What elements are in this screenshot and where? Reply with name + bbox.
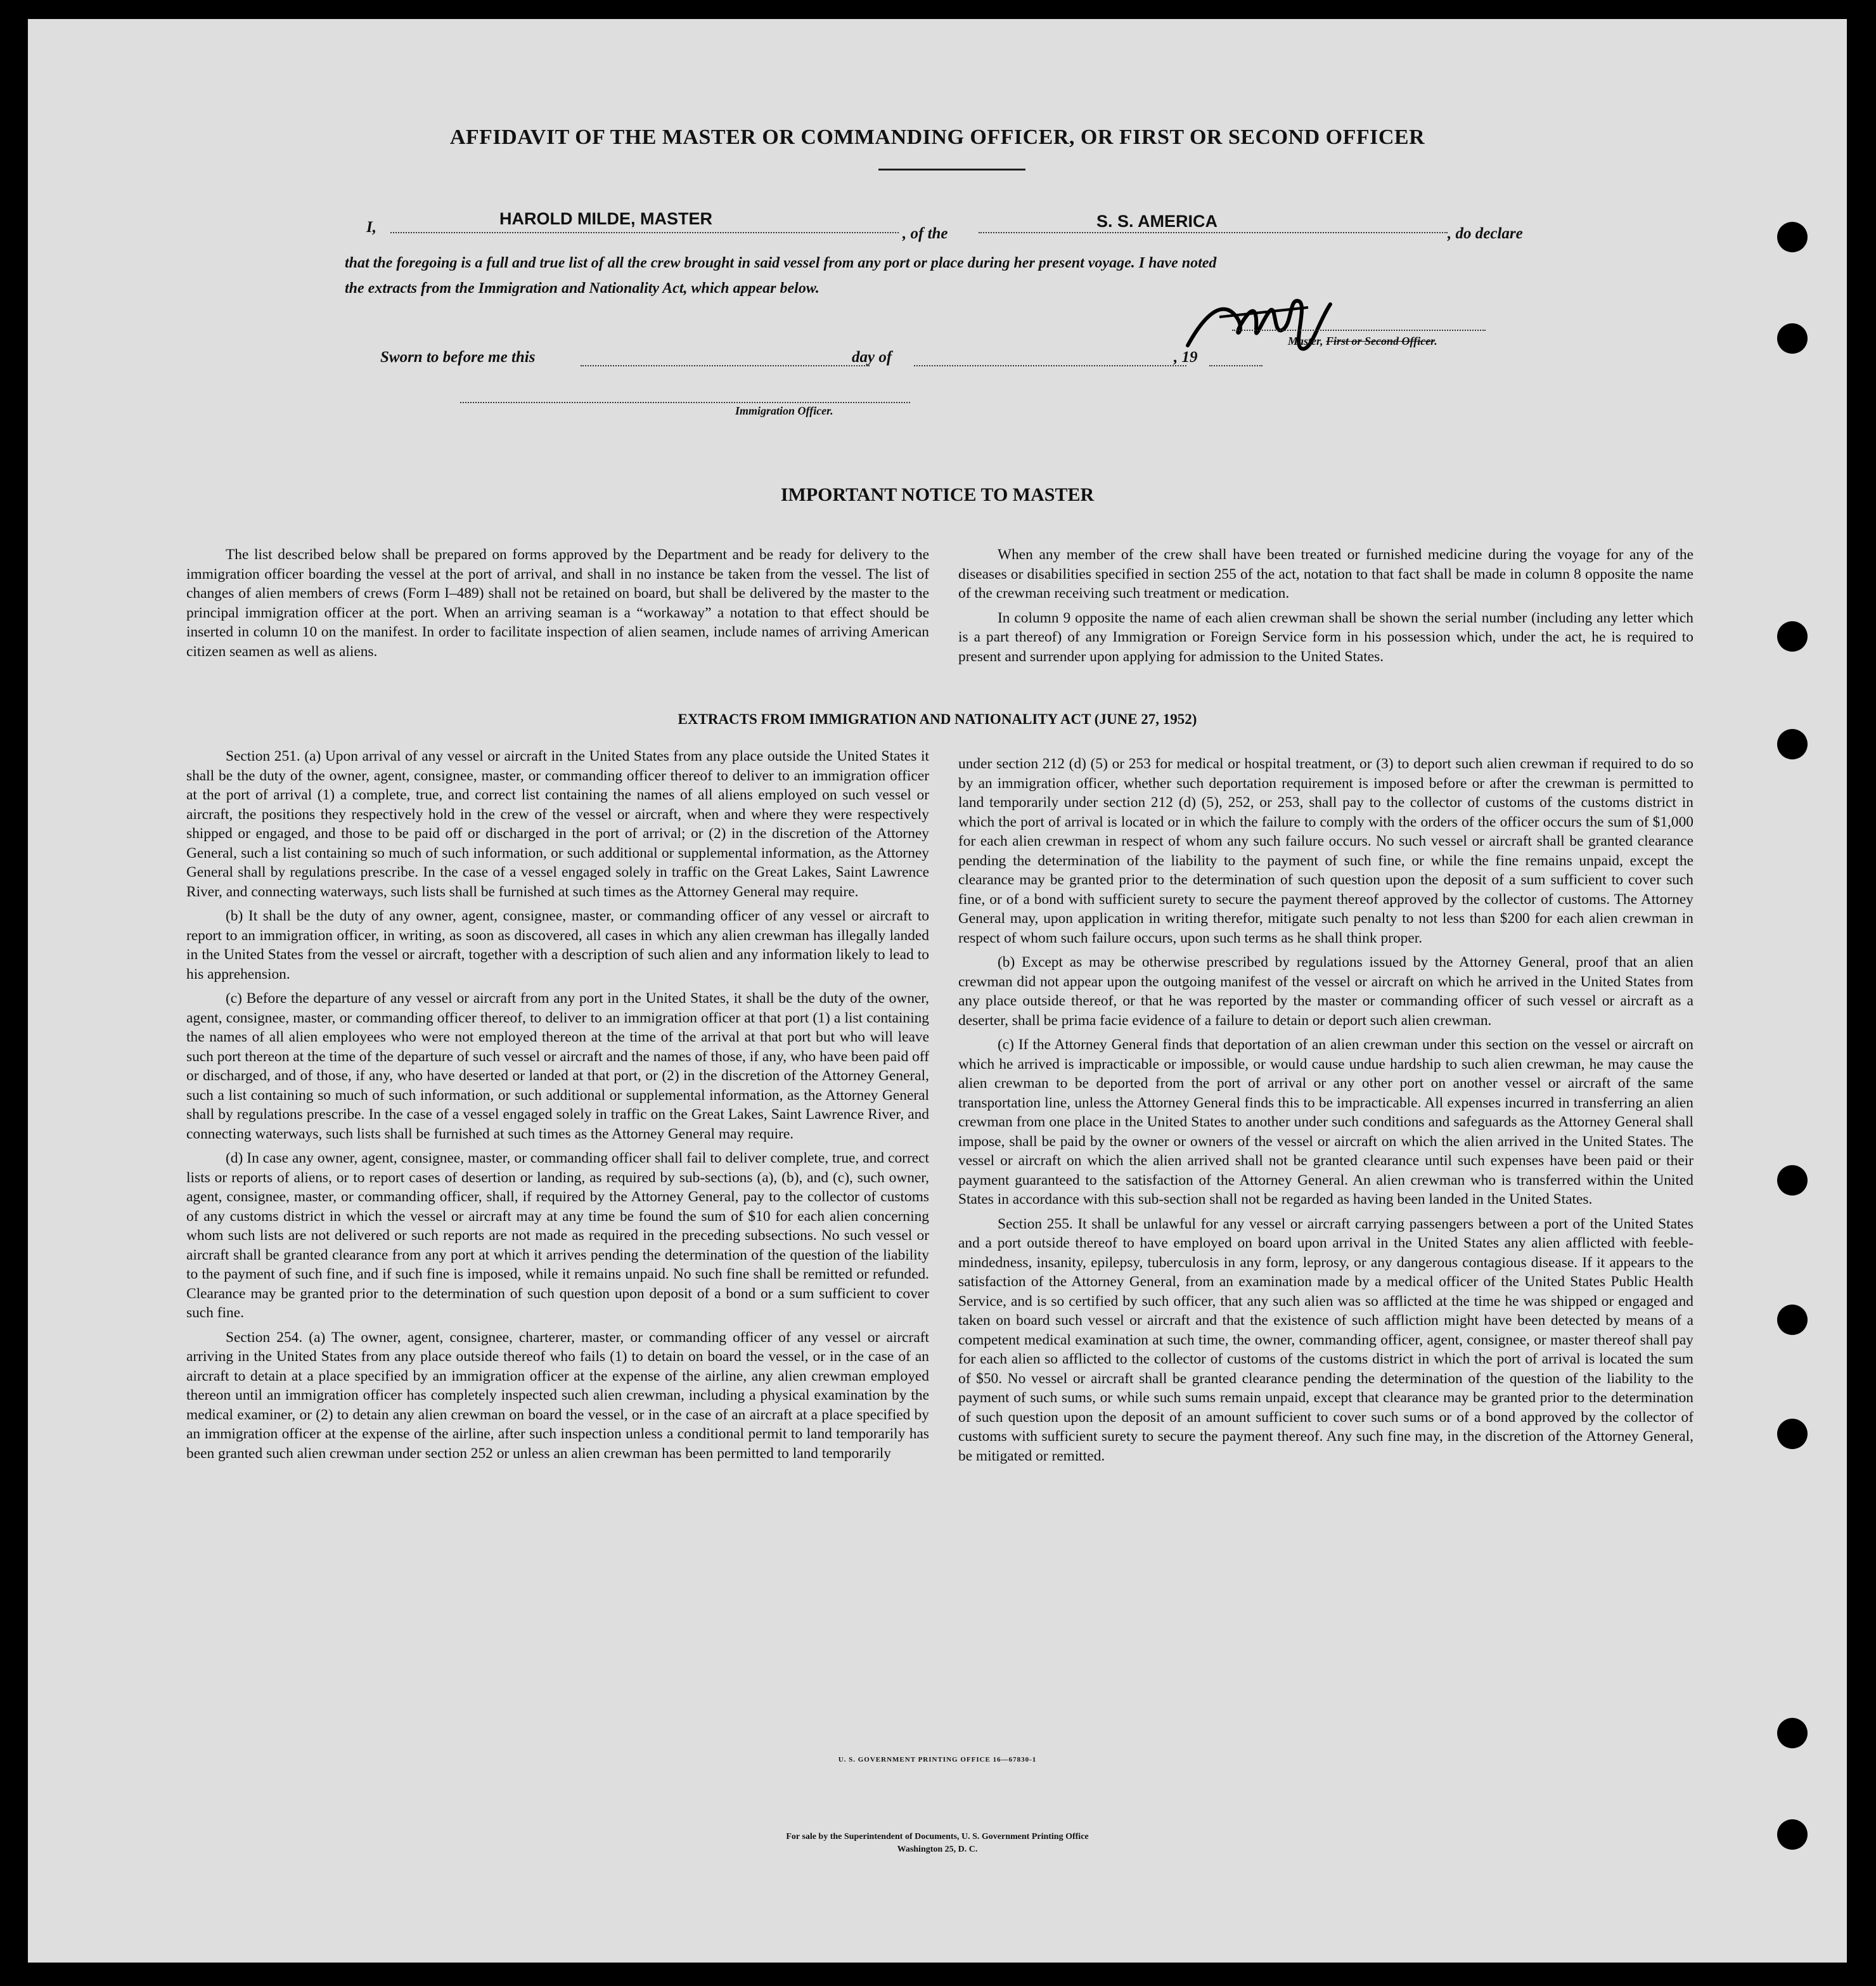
name-field-line (390, 232, 899, 233)
vessel-name: S. S. AMERICA (1096, 212, 1218, 231)
printer-line: U. S. GOVERNMENT PRINTING OFFICE 16—67830-1 (838, 1756, 1037, 1764)
master-name: HAROLD MILDE, MASTER (499, 209, 712, 228)
sworn-month-line (914, 365, 1186, 366)
title-rule (878, 169, 1025, 171)
binder-hole (1777, 1718, 1808, 1748)
section-251a: Section 251. (a) Upon arrival of any vessel or aircraft in the United States from any place outside the United States it shall be the duty of the owner, agent, consignee, master, or commanding officer thereof to deliver to an immigration officer at the port of arrival (1) a complete, true, and correct list containing the names of all aliens employed on such vessel or aircraft, the positions they respectively hold in the crew of the vessel or aircraft, when and where they were respectively shipped or engaged, and those to be paid off or discharged in the port of arrival; or (2) in the discretion of the Attorney General, such a list containing so much of such information, or such additional or supplemental information, as the Attorney General shall by regulations prescribe. In the case of a vessel engaged solely in traffic on the Great Lakes, Saint Lawrence River, and connecting waterways, such lists shall be furnished at such times as the Attorney General may require. (186, 748, 929, 900)
caption-end: . (1434, 335, 1437, 347)
vessel-field-line (979, 232, 1448, 233)
extracts-left-column (186, 747, 929, 1463)
section-254a: Section 254. (a) The owner, agent, consignee, charterer, master, or commanding officer of any vessel or aircraft arriving in the United States from any place outside thereof who fails (1) to detain on board the vessel, or in the case of an aircraft to detain at a place specified by an immigration officer at the expense of the airline, any alien crewman employed thereon until an immigration officer has completely inspected such alien crewman, including a physical examination by the medical examiner, or (2) to detain any alien crewman on board the vessel, or in the case of an aircraft at a place specified by an immigration officer at the expense of the airline, after such inspection unless a conditional permit to land temporarily has been granted such alien crewman under section 252 or unless an alien crewman has been permitted to land temporarily (186, 1329, 929, 1462)
binder-hole (1777, 222, 1808, 252)
section-254c: (c) If the Attorney General finds that deportation of an alien crewman under this section on the vessel or aircraft on which he arrived is impracticable or impossible, or would cause undue hardship to such alien crewman, he may cause the alien crewman to be deported from the port of arrival or any other port on another vessel or aircraft of the same transportation line, unless the Attorney General finds this to be impracticable. All expenses incurred in transferring an alien crewman from one place in the United States to another under such conditions and safeguards as the Attorney General shall impose, shall be paid by the owner or owners of the vessel or aircraft on which the alien arrived in the United States. The vessel or aircraft on which the alien arrived shall not be granted clearance until such expenses have been paid or their payment guaranteed to the satisfaction of the Attorney General. An alien crewman who is transferred within the United States in accordance with this sub-section shall not be regarded as having been landed in the United States. (958, 1036, 1693, 1208)
binder-hole (1777, 621, 1808, 652)
affidavit-title: AFFIDAVIT OF THE MASTER OR COMMANDING OFFICER, OR FIRST OR SECOND OFFICER (449, 126, 1425, 149)
declaration-line-3: the extracts from the Immigration and Nationality Act, which appear below. (345, 280, 819, 297)
sale-notice (28, 1831, 1847, 1856)
notice-left-paragraph: The list described below shall be prepared on forms approved by the Department and be ready for delivery to the immigration officer boarding the vessel at the port of arrival, and shall in no instance be taken from the vessel. The list of changes of alien members of crews (Form I–489) shall not be retained on board, but shall be delivered by the master to the principal immigration officer at the port. When an arriving seaman is a “workaway” a notation to that effect should be inserted in column 10 on the manifest. In order to facilitate inspection of alien seamen, include names of arriving American citizen seamen as well as aliens. (186, 546, 929, 660)
binder-hole (1777, 323, 1808, 354)
section-251b: (b) It shall be the duty of any owner, agent, consignee, master, or commanding officer of any vessel or aircraft to report to an immigration officer, in writing, as soon as discovered, all cases in which any alien crewman has illegally landed in the United States from the vessel or aircraft, together with a description of such alien and any information likely to lead to his apprehension. (186, 908, 929, 983)
of-the-label: , of the (903, 225, 948, 242)
binder-hole (1777, 1305, 1808, 1335)
section-255: Section 255. It shall be unlawful for any vessel or aircraft carrying passengers between a port of the United States and a port outside thereof to have employed on board upon arrival in the United States any alien afflicted with feeble-mindedness, insanity, epilepsy, tuberculosis in any form, leprosy, or any dangerous contagious disease. If it appears to the satisfaction of the Attorney General, from an examination made by a medical officer of the United States Public Health Service, and is so certified by such officer, that any such alien was so afflicted at the time he was shipped or engaged and taken on board such vessel or aircraft and that the existence of such affliction might have been detected by means of a competent medical examination at such time, the owner, commanding officer, agent, consignee, or master thereof shall pay for each alien so afflicted to the collector of customs of the customs district in which the port of arrival is located the sum of $50. No vessel or aircraft shall be granted clearance pending the determination of the question of the liability to the payment of such sums, or while such sums remain unpaid, except that clearance may be granted prior to the determination of such question upon the deposit of an amount sufficient to cover such sums or of a bond approved by the collector of customs with sufficient surety to secure the payment thereof. Any such fine may, in the discretion of the Attorney General, be mitigated or remitted. (958, 1215, 1693, 1464)
binder-hole (1777, 1419, 1808, 1449)
sworn-day-line (581, 365, 870, 366)
notice-left-column (186, 545, 929, 661)
signature-line (1232, 330, 1486, 331)
day-of-label: day of (852, 349, 892, 366)
notice-right-paragraph-2: In column 9 opposite the name of each alien crewman shall be shown the serial number (including any letter which is a part thereof) of any Immigration or Foreign Service form in his possession which, under the act, he is required to present and surrender upon applying for admission to the United States. (958, 609, 1693, 665)
extracts-heading: EXTRACTS FROM IMMIGRATION AND NATIONALITY ACT (JUNE 27, 1952) (678, 711, 1197, 727)
sworn-year-line (1209, 365, 1262, 366)
affidavit-page (28, 19, 1847, 1963)
notice-right-paragraph-1: When any member of the crew shall have been treated or furnished medicine during the voyage for any of the diseases or disabilities specified in section 255 of the act, notation to that fact shall be made in column 8 opposite the name of the crewman receiving such treatment or medication. (958, 546, 1693, 602)
sworn-label: Sworn to before me this (380, 349, 536, 366)
declaration-prefix: I, (366, 219, 376, 236)
section-251d: (d) In case any owner, agent, consignee, master, or commanding officer shall fail to deliver complete, true, and correct lists or reports of aliens, or to report cases of desertion or landing, as required by sub-sections (a), (b), and (c), such owner, agent, consignee, master, or commanding officer, shall, if required by the Attorney General, pay to the collector of customs of any customs district in which the vessel or aircraft may at any time be found the sum of $10 for each alien concerning whom such lists are not delivered or such reports are not made as required in the preceding subsections. No such vessel or aircraft shall be granted clearance from any port at which it arrives pending the determination of the question of the liability to the payment of such fine, and if such fine is imposed, while it remains unpaid. No such fine shall be remitted or refunded. Clearance may be granted prior to the determination of such question upon deposit of a bond or a sum sufficient to cover such fine. (186, 1150, 929, 1321)
year-label: , 19 (1174, 349, 1198, 366)
do-declare-label: , do declare (1448, 225, 1523, 242)
notice-heading: IMPORTANT NOTICE TO MASTER (780, 484, 1095, 505)
notice-right-column (958, 545, 1693, 666)
sale-notice-line-1: For sale by the Superintendent of Documents, U. S. Government Printing Office (786, 1832, 1089, 1841)
caption-master: Master, (1288, 335, 1323, 347)
section-254b: (b) Except as may be otherwise prescribed by regulations issued by the Attorney General, proof that an alien crewman did not appear upon the outgoing manifest of the vessel or aircraft on which he arrived in the United States from any place outside thereof, or that he was reported by the master or commanding officer of such vessel or aircraft as a deserter, shall be prima facie evidence of a failure to detain or deport such alien crewman. (958, 954, 1693, 1029)
signature-caption (1288, 335, 1437, 348)
section-254a-continued: under section 212 (d) (5) or 253 for medical or hospital treatment, or (3) to deport such alien crewman if required to do so by an immigration officer, whether such deportation requirement is imposed before or after the crewman is permitted to land temporarily under section 212 (d) (5), 252, or 253, shall pay to the collector of customs of the customs district in which the port of arrival is located or in which the failure to comply with the orders of the officer occurs the sum of $1,000 for each alien crewman in respect of whom any such failure occurs. No such vessel or aircraft shall be granted clearance pending the determination of the liability to the payment of such fine, or while the fine remains unpaid, except the clearance may be granted prior to the determination of such question upon the deposit of a sum sufficient to cover such fine, or of a bond with sufficient surety to secure the payment thereof approved by the collector of customs. The Attorney General may, upon application in writing therefor, mitigate such penalty to not less than $200 for each alien crewman in respect of whom such failure occurs, upon such terms as he shall think proper. (958, 756, 1693, 946)
officer-caption: Immigration Officer. (735, 404, 833, 417)
extracts-right-column (958, 754, 1693, 1466)
section-251c: (c) Before the departure of any vessel or aircraft from any port in the United States, it shall be the duty of the owner, agent, consignee, master, or commanding officer thereof, to deliver to an immigration officer at that port (1) a list containing the names of all alien employees who were not employed thereon at the time of the arrival at that port but who will leave such port thereon at the time of the departure of such vessel or aircraft and the names of those, if any, who have been paid off or discharged, and of those, if any, who have deserted or landed at that port, or (2) in the discretion of the Attorney General, such a list containing so much of such information, or such additional or supplemental information, as the Attorney General shall by regulations prescribe. In the case of a vessel engaged solely in traffic on the Great Lakes, Saint Lawrence River, and connecting waterways, such lists shall be furnished at such times as the Attorney General may require. (186, 990, 929, 1142)
caption-struck-officer: First or Second Officer (1326, 335, 1435, 347)
binder-hole (1777, 1165, 1808, 1196)
sale-notice-line-2: Washington 25, D. C. (897, 1845, 978, 1854)
binder-hole (1777, 729, 1808, 759)
binder-hole (1777, 1819, 1808, 1850)
officer-signature-line (460, 402, 910, 403)
declaration-line-2: that the foregoing is a full and true list of all the crew brought in said vessel from any port or place during her present voyage. I have noted (345, 255, 1217, 271)
